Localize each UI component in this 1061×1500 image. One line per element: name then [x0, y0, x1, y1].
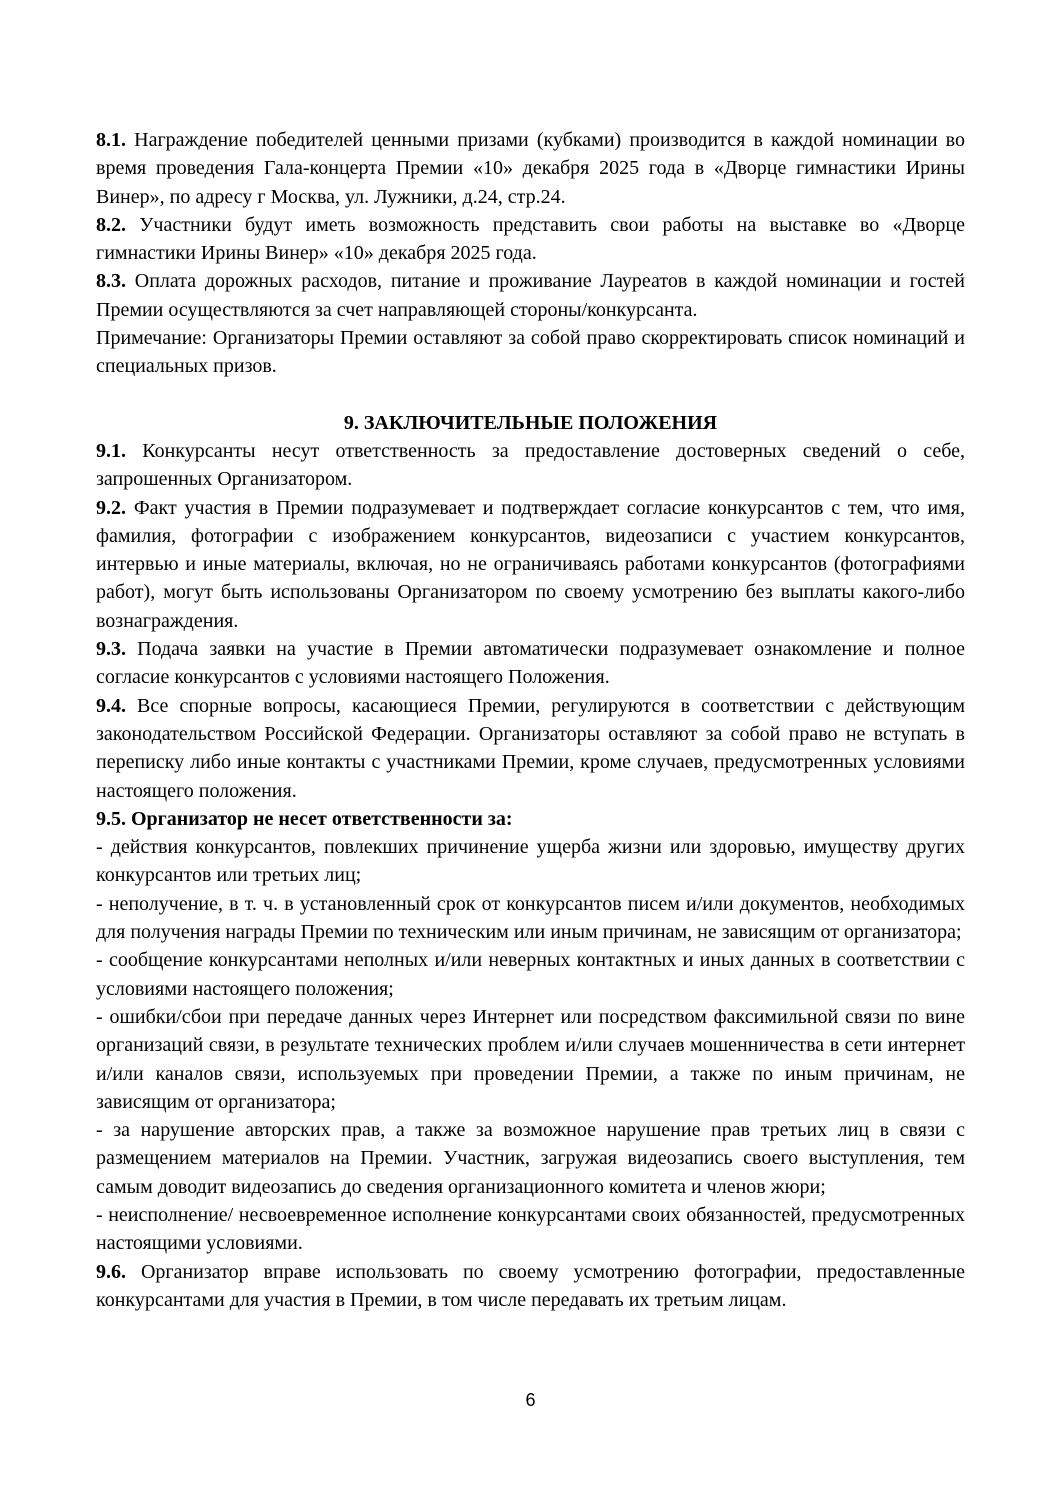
item-text: Конкурсанты несут ответственность за предоставление достоверных сведений о себе, запрошенных Организатором. [96, 439, 965, 491]
paragraph-9-6 [96, 1258, 965, 1315]
paragraph-9-5-title: 9.5. Организатор не несет ответственности за: [96, 807, 513, 830]
bullet-item: - сообщение конкурсантами неполных и/или неверных контактных и иных данных в соответствии с условиями настоящего положения; [96, 949, 965, 1000]
paragraph-8-2 [96, 211, 965, 268]
document-page [96, 126, 965, 1314]
bullet-item: - за нарушение авторских прав, а также за возможное нарушение прав третьих лиц в связи с размещением материалов на Премии. Участник, загружая видеозапись своего выступления, тем самым доводит видеозапись до сведения организационного комитета и членов жюри; [96, 1119, 965, 1198]
item-text: Все спорные вопросы, касающиеся Премии, регулируются в соответствии с действующим законодательством Российской Федерации. Организаторы оставляют за собой право не вступать в переписку либо иные контакты с участниками Премии, кроме случаев, предусмотренных условиями настоящего положения. [96, 694, 965, 802]
item-text: Факт участия в Премии подразумевает и подтверждает согласие конкурсантов с тем, что имя, фамилия, фотографии с изображением конкурсантов, видеозаписи с участием конкурсантов, интервью и иные материалы, включая, но не ограничиваясь работами конкурсантов (фотографиями работ), могут быть использованы Организатором по своему усмотрению без выплаты какого-либо вознаграждения. [96, 496, 965, 632]
item-number: 9.4. [96, 694, 126, 717]
item-text: Подача заявки на участие в Премии автоматически подразумевает ознакомление и полное согласие конкурсантов с условиями настоящего Положения. [96, 638, 965, 689]
item-number: 9.3. [96, 638, 126, 661]
item-number: 8.2. [96, 213, 126, 236]
bullet-item: - действия конкурсантов, повлекших причинение ущерба жизни или здоровью, имуществу других конкурсантов или третьих лиц; [96, 836, 965, 887]
item-number: 9.6. [96, 1260, 126, 1283]
item-number: 8.1. [96, 129, 126, 151]
bullet-item: - неисполнение/ несвоевременное исполнение конкурсантами своих обязанностей, предусмотренных настоящими условиями. [96, 1203, 965, 1255]
paragraph-9-1 [96, 437, 965, 494]
paragraph-8-3 [96, 267, 965, 324]
page-number: 6 [525, 1390, 536, 1410]
paragraph-9-4 [96, 692, 965, 805]
item-text: Участники будут иметь возможность представить свои работы на выставке во «Дворце гимнастики Ирины Винер» «10» декабря 2025 года. [96, 213, 965, 265]
paragraph-8-1 [96, 126, 965, 211]
note-paragraph: Примечание: Организаторы Премии оставляют за собой право скорректировать список номинаций и специальных призов. [96, 327, 965, 378]
bullet-item: - ошибки/сбои при передаче данных через Интернет или посредством факсимильной связи по вине организаций связи, в результате технических проблем и/или случаев мошенничества в сети интернет и/или каналов связи, используемых при проведении Премии, а также по иным причинам, не зависящим от организатора; [96, 1005, 965, 1113]
item-text: Оплата дорожных расходов, питание и проживание Лауреатов в каждой номинации и гостей Премии осуществляются за счет направляющей стороны/конкурсанта. [96, 270, 965, 321]
section-9-heading: 9. ЗАКЛЮЧИТЕЛЬНЫЕ ПОЛОЖЕНИЯ [343, 411, 718, 434]
item-number: 8.3. [96, 270, 126, 293]
item-number: 9.2. [96, 496, 126, 519]
bullet-item: - неполучение, в т. ч. в установленный срок от конкурсантов писем и/или документов, необходимых для получения награды Премии по техническим или иным причинам, не зависящим от организатора; [96, 892, 965, 944]
item-number: 9.1. [96, 439, 126, 462]
paragraph-9-2 [96, 494, 965, 635]
item-text: Организатор вправе использовать по своему усмотрению фотографии, предоставленные конкурсантами для участия в Премии, в том числе передавать их третьим лицам. [96, 1260, 965, 1311]
paragraph-9-3 [96, 635, 965, 692]
item-text: Награждение победителей ценными призами (кубками) производится в каждой номинации во время проведения Гала-концерта Премии «10» декабря 2025 года в «Дворце гимнастики Ирины Винер», по адресу г Москва, ул. Лужники, д.24, стр.24. [96, 129, 965, 208]
